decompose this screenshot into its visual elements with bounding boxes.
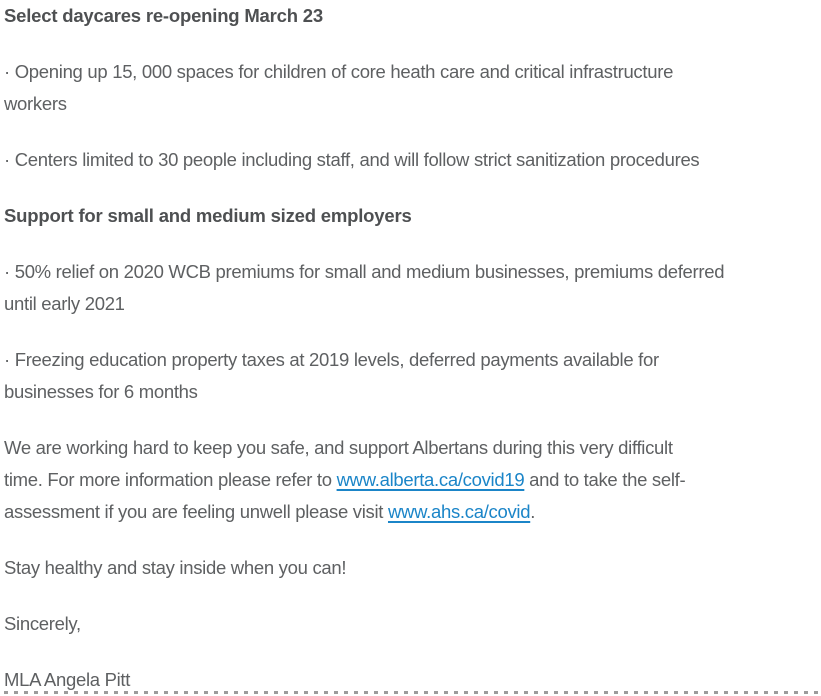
- text-run: .: [530, 501, 536, 522]
- text-run: · Opening up 15, 000 spaces for children of core heath care and critical infrastructure: [4, 61, 674, 82]
- text-line: [4, 56, 821, 88]
- text-line: [4, 256, 821, 288]
- text-line: [4, 552, 821, 584]
- text-run: Sincerely,: [4, 613, 81, 634]
- heading-daycares: [4, 0, 821, 32]
- text-run: workers: [4, 93, 67, 114]
- text-run: · 50% relief on 2020 WCB premiums for small and medium businesses, premiums deferred: [4, 261, 725, 282]
- text-line: [4, 496, 821, 528]
- text-run: We are working hard to keep you safe, and support Albertans during this very difficult: [4, 437, 673, 458]
- text-run: until early 2021: [4, 293, 125, 314]
- bullet-center-limits: [4, 144, 821, 176]
- text-run: and to take the self-: [524, 469, 686, 490]
- bullet-property-tax-freeze: [4, 344, 821, 408]
- paragraph-sincerely: [4, 608, 821, 640]
- text-run: MLA Angela Pitt: [4, 669, 131, 690]
- text-line: [4, 464, 821, 496]
- text-line: [4, 0, 821, 32]
- text-run: · Freezing education property taxes at 2019 levels, deferred payments available for: [4, 349, 659, 370]
- bullet-daycare-spaces: [4, 56, 821, 120]
- text-line: [4, 200, 821, 232]
- paragraph-stay-healthy: [4, 552, 821, 584]
- text-line: [4, 432, 821, 464]
- text-run: Select daycares re-opening March 23: [4, 5, 323, 26]
- text-run: assessment if you are feeling unwell please visit: [4, 501, 388, 522]
- bullet-wcb-relief: [4, 256, 821, 320]
- text-run: time. For more information please refer to: [4, 469, 337, 490]
- cut-off-dashed-divider: [4, 691, 821, 694]
- text-line: [4, 144, 821, 176]
- text-line: [4, 344, 821, 376]
- text-line: [4, 288, 821, 320]
- text-run: Stay healthy and stay inside when you can!: [4, 557, 347, 578]
- link-www-ahs-ca-covid[interactable]: www.ahs.ca/covid: [387, 501, 531, 522]
- paragraph-closing-info: [4, 432, 821, 528]
- text-line: [4, 376, 821, 408]
- text-run: Support for small and medium sized employers: [4, 205, 412, 226]
- text-line: [4, 608, 821, 640]
- text-line: [4, 88, 821, 120]
- heading-employer-support: [4, 200, 821, 232]
- link-www-alberta-ca-covid19[interactable]: www.alberta.ca/covid19: [336, 469, 525, 490]
- text-run: businesses for 6 months: [4, 381, 198, 402]
- text-run: · Centers limited to 30 people including staff, and will follow strict sanitization procedures: [4, 149, 700, 170]
